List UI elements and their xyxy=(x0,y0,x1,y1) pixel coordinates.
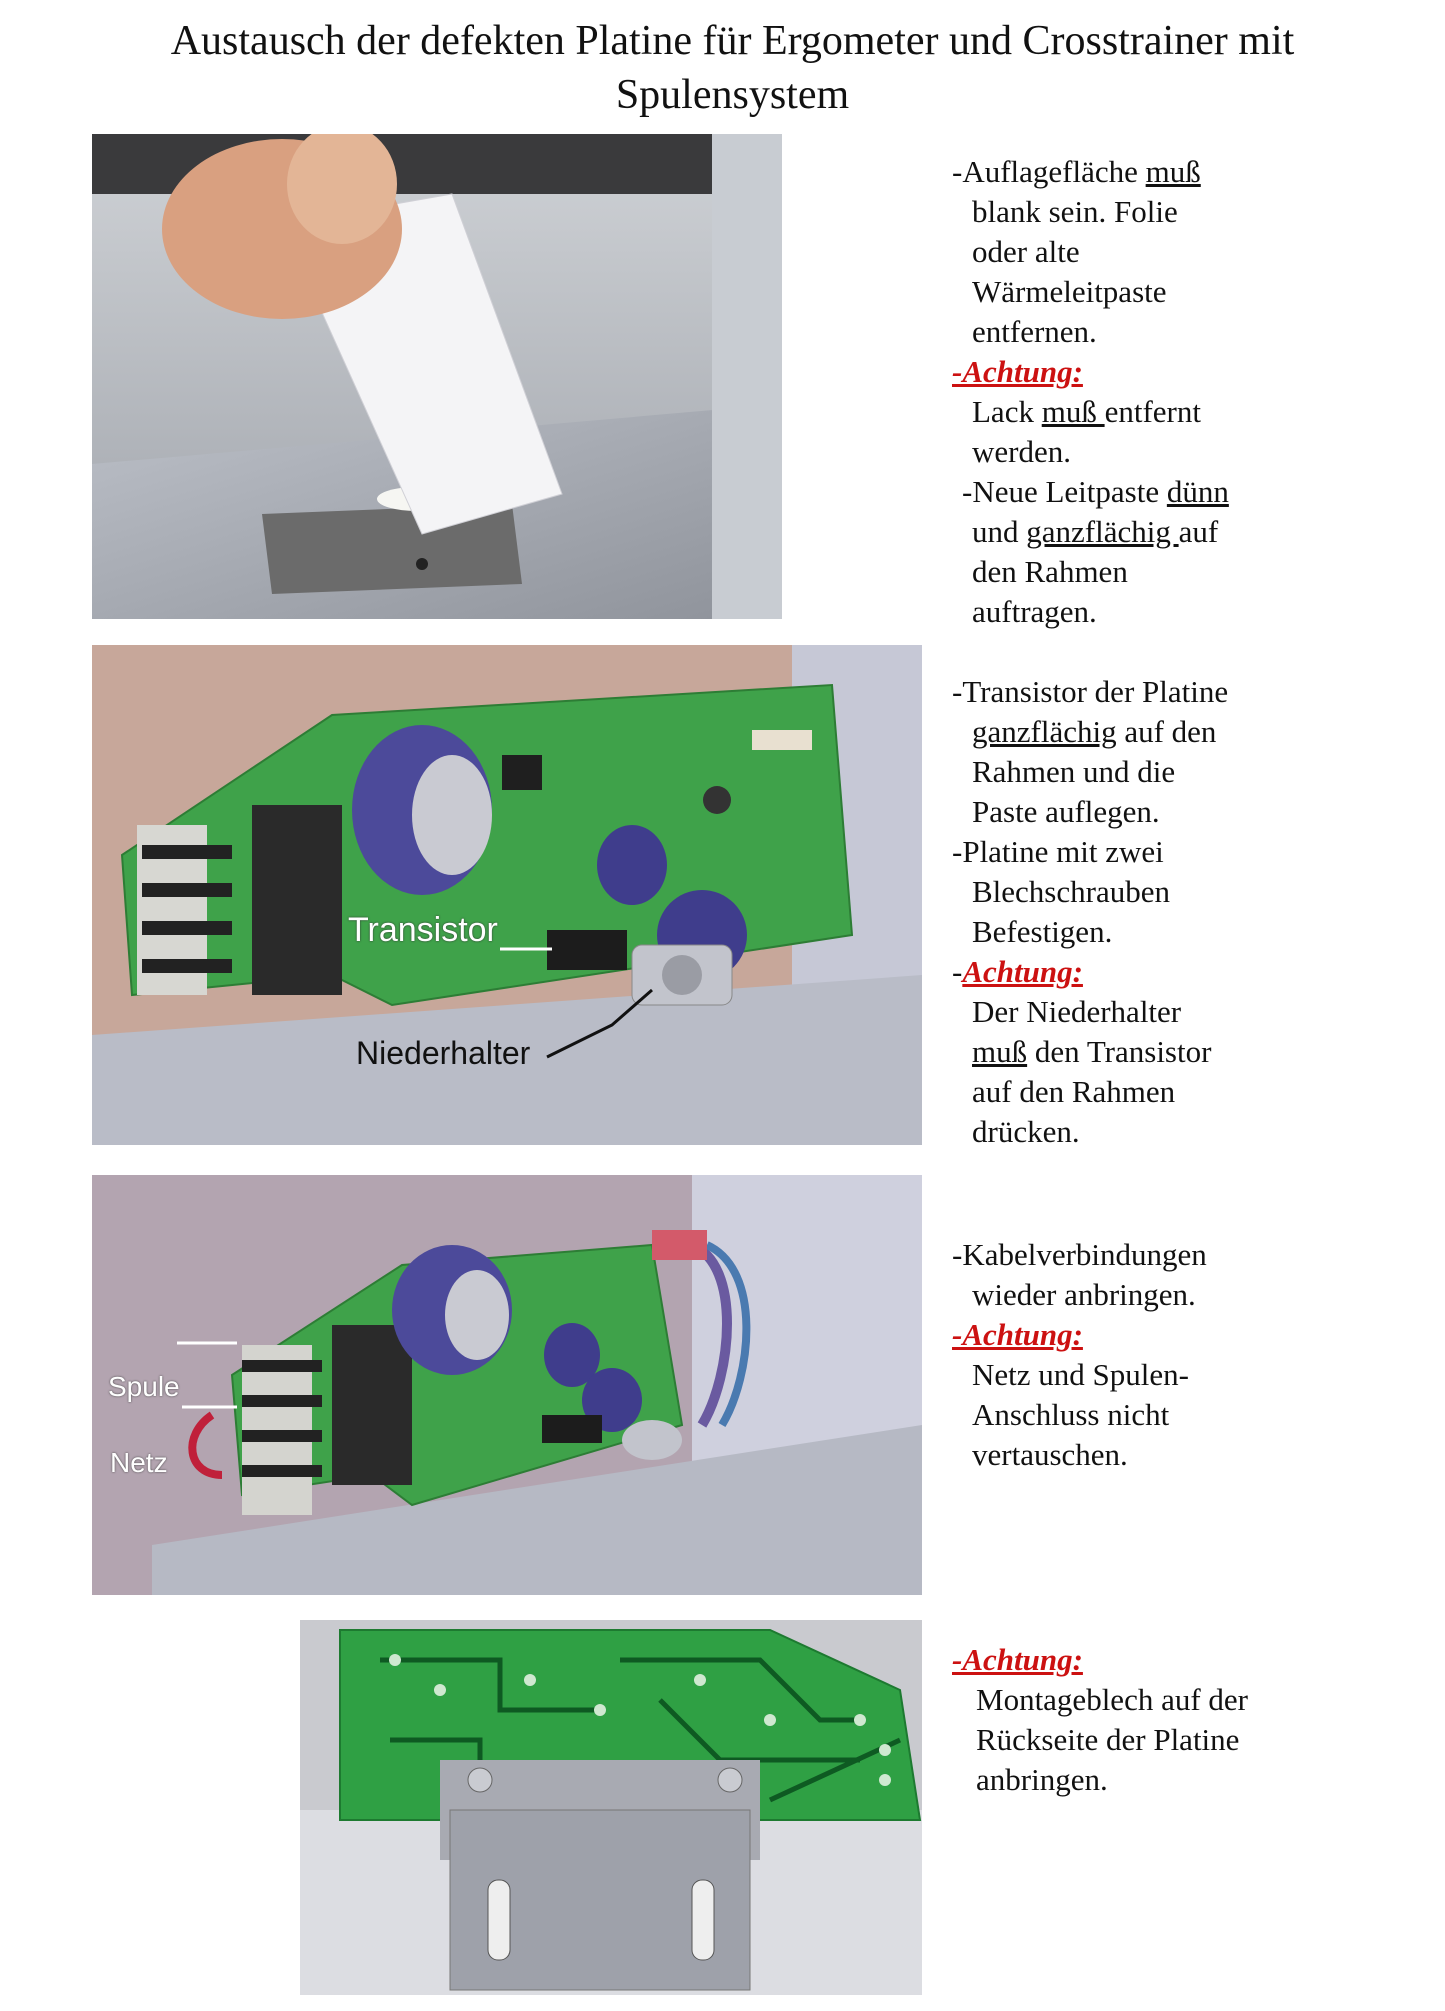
caption-section-3 xyxy=(952,1235,1207,1475)
pcb-backside-illustration xyxy=(300,1620,922,1995)
caption-text: Lack xyxy=(972,394,1042,429)
caption-text: -Auflagefläche xyxy=(952,154,1146,189)
caption-text: -Kabelverbindungen xyxy=(952,1237,1207,1272)
caption-text: drücken. xyxy=(972,1114,1080,1149)
caption-text: und xyxy=(972,514,1027,549)
caption-text: Rahmen und die xyxy=(972,754,1176,789)
warning-label: -Achtung: xyxy=(952,354,1083,389)
caption-text: den Transistor xyxy=(1027,1034,1212,1069)
caption-text: auf den Rahmen xyxy=(972,1074,1176,1109)
caption-underlined: muß xyxy=(1041,394,1105,429)
caption-text: Blechschrauben xyxy=(972,874,1170,909)
caption-text: Paste auflegen. xyxy=(972,794,1160,829)
heat-paste-illustration xyxy=(92,134,782,619)
warning-label: -Achtung: xyxy=(952,1642,1083,1677)
caption-underlined: muß xyxy=(972,1034,1028,1069)
caption-text: auf den xyxy=(1116,714,1217,749)
netz-label: Netz xyxy=(110,1447,168,1478)
caption-underlined: muß xyxy=(1145,154,1201,189)
caption-text: Netz und Spulen- xyxy=(972,1357,1189,1392)
caption-text: vertauschen. xyxy=(972,1437,1128,1472)
caption-text: entfernen. xyxy=(972,314,1097,349)
pcb-cables-illustration xyxy=(92,1175,922,1595)
warning-label: Achtung: xyxy=(962,954,1083,989)
photo-transistor-mounting xyxy=(92,645,922,1145)
caption-text: werden. xyxy=(972,434,1071,469)
transistor-label: Transistor xyxy=(348,911,498,949)
caption-section-2 xyxy=(952,672,1228,1152)
caption-underlined: dünn xyxy=(1166,474,1229,509)
photo-heat-paste xyxy=(92,134,782,619)
caption-text: blank sein. Folie xyxy=(972,194,1178,229)
caption-text: - xyxy=(952,954,963,989)
photo-mounting-plate xyxy=(300,1620,922,1995)
caption-text: wieder anbringen. xyxy=(972,1277,1196,1312)
caption-text: entfernt xyxy=(1104,394,1201,429)
caption-text: Der Niederhalter xyxy=(972,994,1182,1029)
caption-text: auftragen. xyxy=(972,594,1097,629)
caption-section-4 xyxy=(952,1640,1248,1800)
spule-label: Spule xyxy=(108,1371,180,1402)
caption-text: auf xyxy=(1178,514,1219,549)
caption-text: Rückseite der Platine xyxy=(976,1722,1240,1757)
caption-text: -Platine mit zwei xyxy=(952,834,1164,869)
caption-text: Anschluss nicht xyxy=(972,1397,1170,1432)
document-title: Austausch der defekten Platine für Ergometer und Crosstrainer mit Spulensystem xyxy=(170,18,1295,118)
caption-text: -Neue Leitpaste xyxy=(962,474,1167,509)
warning-label: -Achtung: xyxy=(952,1317,1083,1352)
caption-text: oder alte xyxy=(972,234,1080,269)
photo-cable-connections xyxy=(92,1175,922,1595)
caption-underlined: ganzflächig xyxy=(1026,514,1179,549)
caption-text: Montageblech auf der xyxy=(976,1682,1248,1717)
caption-text: Befestigen. xyxy=(972,914,1113,949)
caption-text: -Transistor der Platine xyxy=(952,674,1229,709)
caption-section-1 xyxy=(952,152,1229,632)
caption-text: Wärmeleitpaste xyxy=(972,274,1167,309)
caption-underlined: ganzflächig xyxy=(972,714,1117,749)
niederhalter-label: Niederhalter xyxy=(356,1035,531,1071)
caption-text: den Rahmen xyxy=(972,554,1128,589)
caption-text: anbringen. xyxy=(976,1762,1108,1797)
